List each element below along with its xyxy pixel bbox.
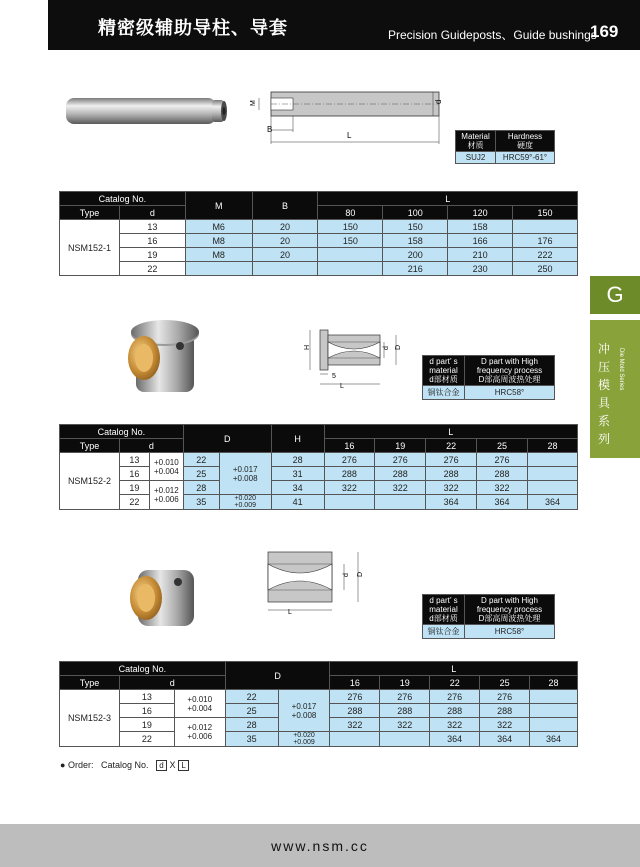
material-header: Material 材质 <box>456 131 496 152</box>
table-row <box>60 453 578 467</box>
guidepost-photo <box>62 92 232 132</box>
l-col: 150 <box>513 206 578 220</box>
h-header: H <box>271 425 324 453</box>
l-cell: 288 <box>430 704 480 718</box>
material-header: d part’ s material d部材质 <box>423 595 465 625</box>
d-cell: 19 <box>119 718 174 732</box>
page-footer <box>0 824 640 867</box>
D-cell: 22 <box>183 453 219 467</box>
l-cell: 322 <box>426 481 477 495</box>
l-cell: 276 <box>426 453 477 467</box>
order-d-box: d <box>156 760 167 771</box>
l-cell: 276 <box>324 453 375 467</box>
table-row <box>60 495 578 510</box>
l-cell <box>324 495 375 510</box>
b-cell: 20 <box>252 234 318 248</box>
table-row <box>60 262 578 276</box>
l-cell: 200 <box>383 248 448 262</box>
b-header: B <box>252 192 318 220</box>
hardness-value: HRC59°-61° <box>496 152 555 164</box>
catalog-header: Catalog No. <box>60 192 186 206</box>
l-cell: 288 <box>375 467 426 481</box>
d-tolerance: +0.010 +0.004 <box>149 453 183 481</box>
d-header: d <box>119 439 183 453</box>
d-cell: 13 <box>119 220 185 234</box>
type-header: Type <box>60 676 120 690</box>
D-cell: 28 <box>225 718 278 732</box>
dim-d-small: d <box>383 346 390 350</box>
l-cell: 150 <box>318 234 383 248</box>
l-cell: 322 <box>477 481 528 495</box>
l-col: 19 <box>375 439 426 453</box>
straight-bushing-drawing <box>260 548 370 620</box>
l-cell: 288 <box>480 704 530 718</box>
b-cell: 20 <box>252 220 318 234</box>
material-value: 铜钛合金 <box>423 625 465 639</box>
dim-d-big: D <box>395 344 402 350</box>
l-cell: 230 <box>448 262 513 276</box>
l-cell: 222 <box>513 248 578 262</box>
l-cell: 276 <box>430 690 480 704</box>
type-header: Type <box>60 439 120 453</box>
l-cell: 166 <box>448 234 513 248</box>
d-cell: 22 <box>119 495 149 510</box>
l-col: 16 <box>330 676 380 690</box>
dim-l: L <box>288 609 292 616</box>
h-cell: 31 <box>271 467 324 481</box>
dim-d: d <box>434 99 443 104</box>
l-col: 22 <box>426 439 477 453</box>
dim-l: L <box>340 383 344 390</box>
m-cell <box>185 262 252 276</box>
l-cell <box>330 732 380 747</box>
l-cell: 276 <box>477 453 528 467</box>
l-cell: 210 <box>448 248 513 262</box>
l-col: 28 <box>528 439 578 453</box>
D-cell: 35 <box>183 495 219 510</box>
l-col: 120 <box>448 206 513 220</box>
d-cell: 16 <box>119 467 149 481</box>
l-header: L <box>318 192 578 206</box>
d-header: d <box>119 676 225 690</box>
l-cell: 322 <box>375 481 426 495</box>
material-table-1 <box>455 130 555 164</box>
l-cell: 364 <box>430 732 480 747</box>
l-cell: 322 <box>330 718 380 732</box>
l-cell <box>318 248 383 262</box>
dim-m: M <box>250 100 257 106</box>
guidepost-drawing <box>245 86 450 156</box>
l-cell: 216 <box>383 262 448 276</box>
straight-bushing-photo <box>120 560 204 632</box>
table-row <box>60 234 578 248</box>
type-header: Type <box>60 206 120 220</box>
spec-table-nsm152-1 <box>59 191 578 276</box>
page-header <box>0 0 640 50</box>
hardness-value: HRC58° <box>465 625 555 639</box>
dim-d-small: d <box>343 573 350 577</box>
d-cell: 19 <box>119 248 185 262</box>
l-cell <box>530 718 578 732</box>
section-tab-cn: 冲压模具系列 <box>598 342 611 446</box>
l-cell <box>513 220 578 234</box>
l-cell: 322 <box>480 718 530 732</box>
m-cell: M6 <box>185 220 252 234</box>
d-tolerance: +0.012 +0.006 <box>149 481 183 510</box>
d-cell: 22 <box>119 262 185 276</box>
m-cell: M8 <box>185 248 252 262</box>
l-cell: 276 <box>375 453 426 467</box>
l-cell: 288 <box>477 467 528 481</box>
d-cell: 16 <box>119 234 185 248</box>
material-value: 铜钛合金 <box>423 386 465 400</box>
dim-h: H <box>304 344 311 350</box>
header-title-en: Precision Guideposts、Guide bushings <box>388 28 597 42</box>
l-cell: 276 <box>330 690 380 704</box>
section-tab-g[interactable]: G <box>590 276 640 314</box>
page-number: 169 <box>590 22 619 41</box>
l-header: L <box>330 662 578 676</box>
l-col: 19 <box>380 676 430 690</box>
l-cell: 322 <box>380 718 430 732</box>
l-cell <box>318 262 383 276</box>
catalog-header: Catalog No. <box>60 425 184 439</box>
h-cell: 28 <box>271 453 324 467</box>
l-col: 25 <box>477 439 528 453</box>
l-cell <box>528 467 578 481</box>
hardness-header: D part with High frequency process D部高周波热处理 <box>465 595 555 625</box>
l-cell: 322 <box>324 481 375 495</box>
l-cell: 364 <box>426 495 477 510</box>
m-header: M <box>185 192 252 220</box>
type-cell: NSM152-1 <box>60 220 120 276</box>
flanged-bushing-photo <box>118 318 204 398</box>
l-cell: 276 <box>380 690 430 704</box>
l-cell <box>528 481 578 495</box>
d-cell: 22 <box>119 732 174 747</box>
l-col: 28 <box>530 676 578 690</box>
d-cell: 16 <box>119 704 174 718</box>
order-example <box>60 760 189 771</box>
spec-table-nsm152-2 <box>59 424 578 510</box>
b-cell: 20 <box>252 248 318 262</box>
l-cell: 364 <box>528 495 578 510</box>
D-tolerance: +0.017 +0.008 <box>278 690 330 732</box>
l-col: 16 <box>324 439 375 453</box>
table-row <box>60 690 578 704</box>
dim-d-big: D <box>357 571 364 577</box>
material-table-3 <box>422 594 555 639</box>
order-x: X <box>169 760 176 770</box>
D-cell: 25 <box>183 467 219 481</box>
l-col: 22 <box>430 676 480 690</box>
l-cell: 364 <box>480 732 530 747</box>
l-cell <box>530 704 578 718</box>
dim-5: 5 <box>332 373 336 380</box>
l-cell: 150 <box>383 220 448 234</box>
D-header: D <box>225 662 330 690</box>
h-cell: 41 <box>271 495 324 510</box>
l-col: 80 <box>318 206 383 220</box>
d-cell: 13 <box>119 453 149 467</box>
material-value: SUJ2 <box>456 152 496 164</box>
l-cell: 364 <box>530 732 578 747</box>
l-cell: 158 <box>383 234 448 248</box>
l-cell: 364 <box>477 495 528 510</box>
material-header: d part’ s material d部材质 <box>423 356 465 386</box>
l-cell: 288 <box>426 467 477 481</box>
l-cell: 176 <box>513 234 578 248</box>
d-tolerance: +0.012 +0.006 <box>174 718 225 747</box>
type-cell: NSM152-3 <box>60 690 120 747</box>
D-cell: 28 <box>183 481 219 495</box>
section-tab-die-mold[interactable] <box>590 320 640 458</box>
l-cell: 288 <box>380 704 430 718</box>
l-cell <box>530 690 578 704</box>
hardness-header: Hardness 硬度 <box>496 131 555 152</box>
order-l-box: L <box>178 760 189 771</box>
m-cell: M8 <box>185 234 252 248</box>
table-row <box>60 220 578 234</box>
D-cell: 35 <box>225 732 278 747</box>
catalog-header: Catalog No. <box>60 662 226 676</box>
l-cell <box>375 495 426 510</box>
D-tolerance: +0.020 +0.009 <box>219 495 271 510</box>
d-cell: 19 <box>119 481 149 495</box>
b-cell <box>252 262 318 276</box>
material-table-2 <box>422 355 555 400</box>
d-header: d <box>119 206 185 220</box>
bullet-icon: ● <box>60 760 66 770</box>
l-cell: 150 <box>318 220 383 234</box>
l-cell: 288 <box>330 704 380 718</box>
hardness-header: D part with High frequency process D部高周波热处理 <box>465 356 555 386</box>
table-row <box>60 248 578 262</box>
l-col: 25 <box>480 676 530 690</box>
type-cell: NSM152-2 <box>60 453 120 510</box>
spec-table-nsm152-3 <box>59 661 578 747</box>
l-cell <box>380 732 430 747</box>
d-tolerance: +0.010 +0.004 <box>174 690 225 718</box>
table-row <box>60 481 578 495</box>
D-cell: 22 <box>225 690 278 704</box>
hardness-value: HRC58° <box>465 386 555 400</box>
D-tolerance: +0.017 +0.008 <box>219 453 271 495</box>
l-col: 100 <box>383 206 448 220</box>
d-cell: 13 <box>119 690 174 704</box>
flanged-bushing-drawing <box>300 322 410 390</box>
section-tab-en: Die Mold Series <box>618 348 624 391</box>
l-cell: 322 <box>430 718 480 732</box>
l-cell: 158 <box>448 220 513 234</box>
dim-b: B <box>267 125 273 134</box>
D-tolerance: +0.020 +0.009 <box>278 732 330 747</box>
order-label: Order: <box>67 760 94 770</box>
l-cell: 288 <box>324 467 375 481</box>
l-header: L <box>324 425 578 439</box>
table-row <box>60 732 578 747</box>
D-cell: 25 <box>225 704 278 718</box>
footer-url[interactable]: www.nsm.cc <box>271 838 369 854</box>
order-catalog: Catalog No. <box>100 760 149 770</box>
D-header: D <box>183 425 271 453</box>
h-cell: 34 <box>271 481 324 495</box>
dim-l: L <box>347 131 352 140</box>
l-cell <box>528 453 578 467</box>
l-cell: 250 <box>513 262 578 276</box>
header-title-cn: 精密级辅助导柱、导套 <box>98 18 288 39</box>
table-row <box>60 467 578 481</box>
l-cell: 276 <box>480 690 530 704</box>
